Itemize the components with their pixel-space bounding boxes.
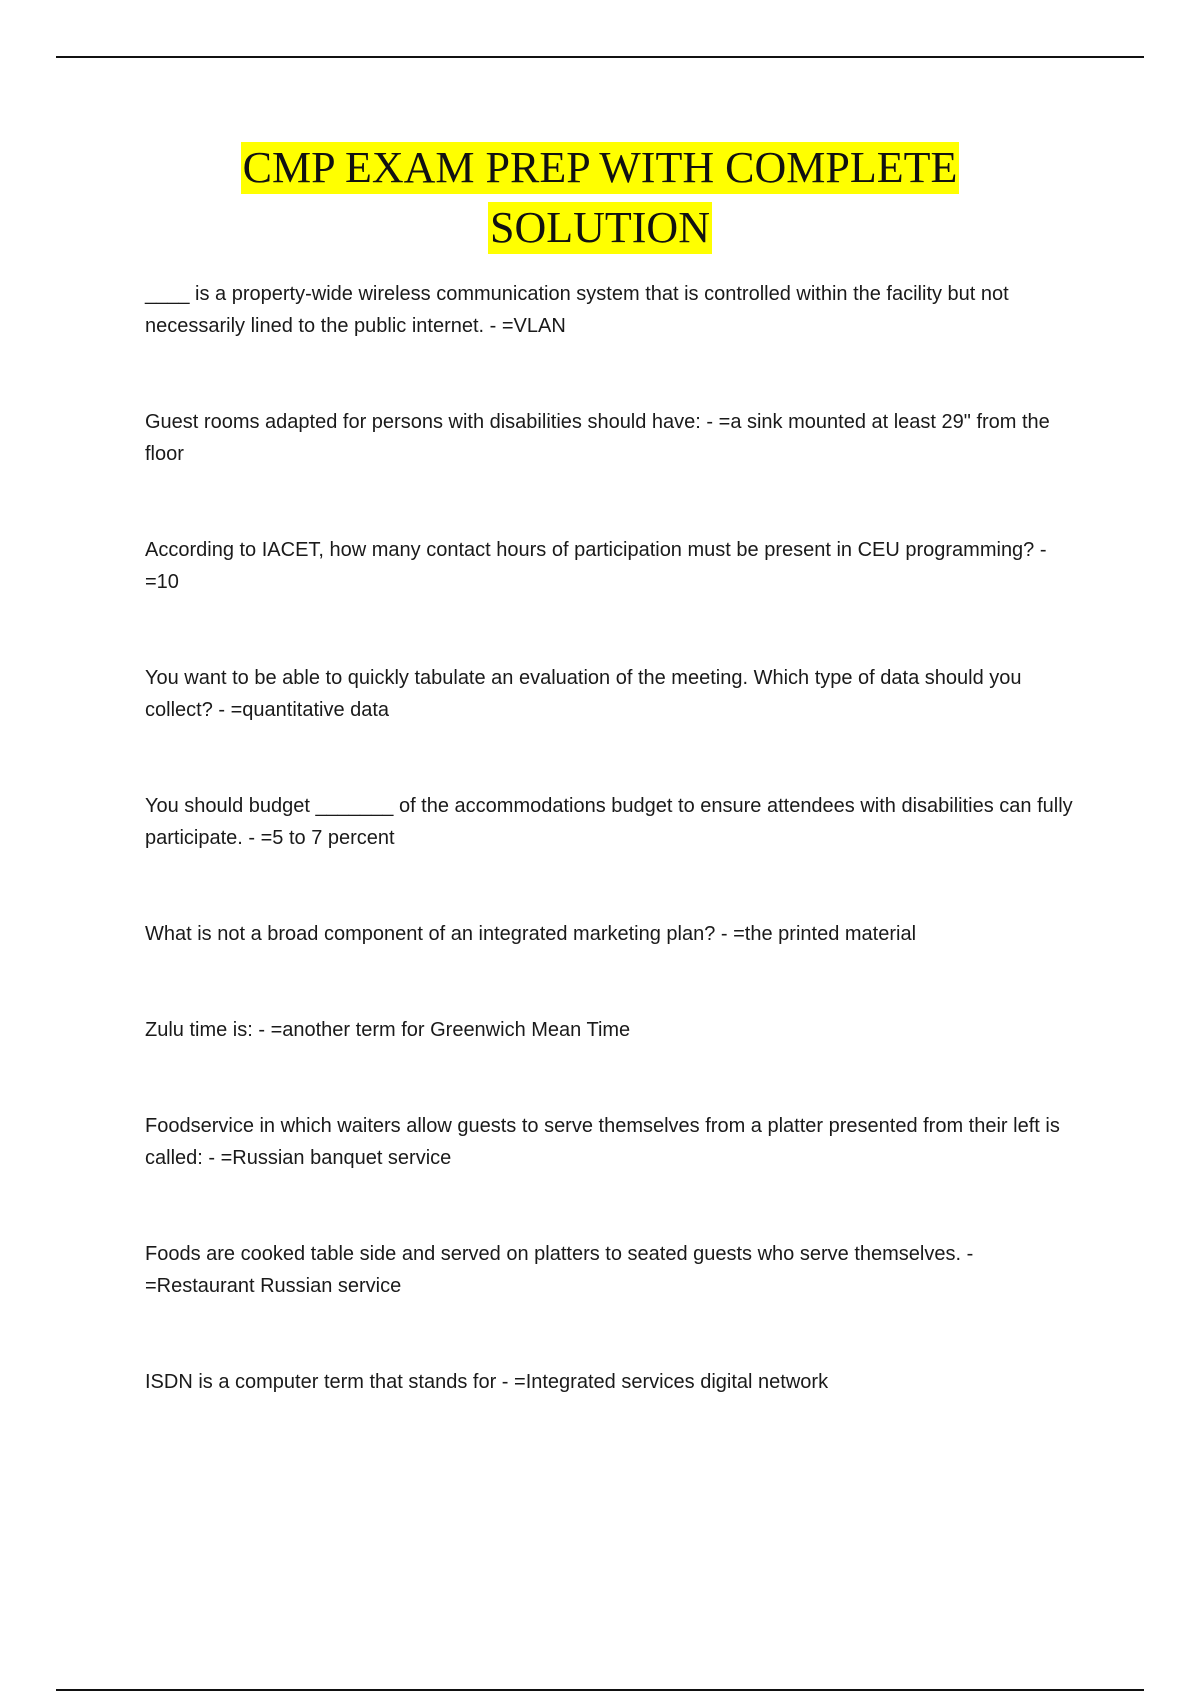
question-item: Zulu time is: - =another term for Greenwich Mean Time	[145, 1019, 631, 1041]
question-item: What is not a broad component of an integrated marketing plan? - =the printed material	[145, 923, 917, 945]
header-rule	[56, 56, 1144, 58]
question-item: ____ is a property-wide wireless communication system that is controlled within the facility but not necessarily lined to the public internet. - =VLAN	[145, 283, 1009, 337]
question-item: You want to be able to quickly tabulate an evaluation of the meeting. Which type of data should you collect? - =quantitative data	[145, 667, 1022, 721]
question-list	[145, 278, 1085, 1430]
document-title	[0, 142, 1200, 262]
question-item: Foods are cooked table side and served on platters to seated guests who serve themselves. - =Restaurant Russian service	[145, 1243, 974, 1297]
question-item: Guest rooms adapted for persons with disabilities should have: - =a sink mounted at least 29" from the floor	[145, 411, 1050, 465]
question-item: According to IACET, how many contact hours of participation must be present in CEU programming? - =10	[145, 539, 1047, 593]
title-line-1: CMP EXAM PREP WITH COMPLETE	[242, 143, 958, 192]
footer-rule	[56, 1689, 1144, 1691]
title-line-2: SOLUTION	[490, 203, 710, 252]
question-item: Foodservice in which waiters allow guests to serve themselves from a platter presented from their left is called: - =Russian banquet service	[145, 1115, 1060, 1169]
question-item: You should budget _______ of the accommodations budget to ensure attendees with disabilities can fully participate. - =5 to 7 percent	[145, 795, 1073, 849]
question-item: ISDN is a computer term that stands for - =Integrated services digital network	[145, 1371, 829, 1393]
